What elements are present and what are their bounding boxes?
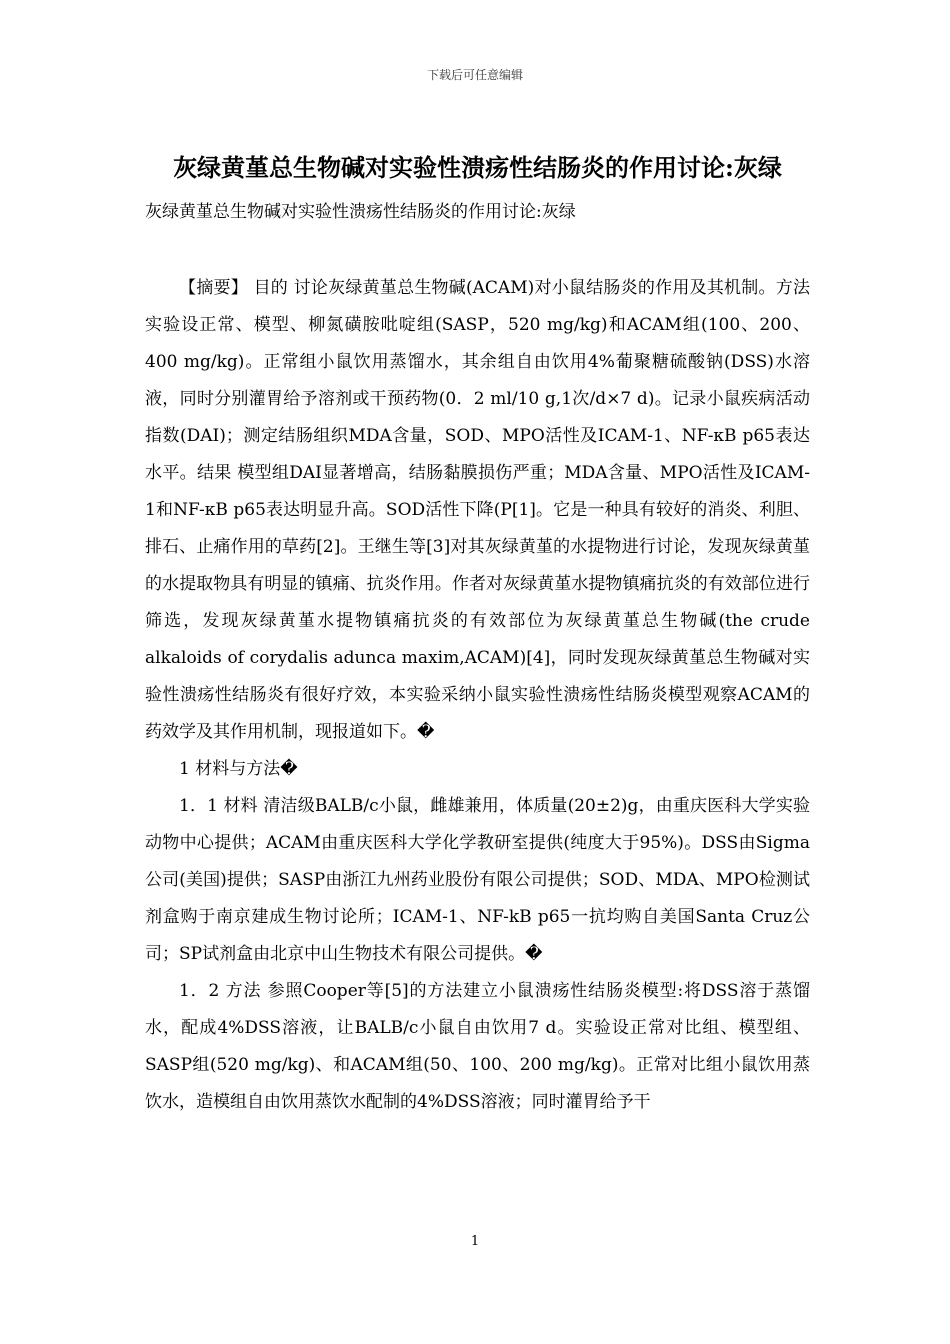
abstract-label: 【摘要】 [179,278,248,298]
section-methods-paragraph: 1．2 方法 参照Cooper等[5]的方法建立小鼠溃疡性结肠炎模型:将DSS溶于蒸馏水，配成4%DSS溶液，让BALB/c小鼠自由饮用7 d。实验设正常对比组、模型组、SASP组(520 mg/kg)、和ACAM组(50、100、200 mg/kg)。正常对比组小鼠饮用蒸饮水，造模组自由饮用蒸饮水配制的4%DSS溶液；同时灌胃给予干 [145,981,810,1112]
document-subtitle: 灰绿黄堇总生物碱对实验性溃疡性结肠炎的作用讨论:灰绿 [145,202,576,222]
document-body [145,270,810,1121]
page-number: 1 [470,1234,480,1249]
abstract-text: 目的 讨论灰绿黄堇总生物碱(ACAM)对小鼠结肠炎的作用及其机制。方法 实验设正常、模型、柳氮磺胺吡啶组(SASP，520 mg/kg)和ACAM组(100、200、400 mg/kg)。正常组小鼠饮用蒸馏水，其余组自由饮用4%葡聚糖硫酸钠(DSS)水溶液，同时分别灌胃给予溶剂或干预药物(0．2 ml/10 g,1次/d×7 d)。记录小鼠疾病活动指数(DAI)；测定结肠组织MDA含量，SOD、MPO活性及ICAM-1、NF-κB p65表达水平。结果 模型组DAI显著增高，结肠黏膜损伤严重；MDA含量、MPO活性及ICAM-1和NF-κB p65表达明显升高。SOD活性下降(P[1]。它是一种具有较好的消炎、利胆、排石、止痛作用的草药[2]。王继生等[3]对其灰绿黄堇的水提物进行讨论，发现灰绿黄堇的水提取物具有明显的镇痛、抗炎作用。作者对灰绿黄堇水提物镇痛抗炎的有效部位进行筛选，发现灰绿黄堇水提物镇痛抗炎的有效部位为灰绿黄堇总生物碱(the crude alkaloids of corydalis adunca maxim,ACAM)[4]，同时发现灰绿黄堇总生物碱对实验性溃疡性结肠炎有很好疗效，本实验采纳小鼠实验性溃疡性结肠炎模型观察ACAM的药效学及其作用机制，现报道如下。� [145,278,810,742]
section-heading-materials-methods: 1 材料与方法� [179,759,298,779]
document-title: 灰绿黄堇总生物碱对实验性溃疡性结肠炎的作用讨论:灰绿 [173,153,782,182]
section-materials-paragraph: 1．1 材料 清洁级BALB/c小鼠，雌雄兼用，体质量(20±2)g，由重庆医科大学实验动物中心提供；ACAM由重庆医科大学化学教研室提供(纯度大于95%)。DSS由Sigma公司(美国)提供；SASP由浙江九州药业股份有限公司提供；SOD、MDA、MPO检测试剂盒购于南京建成生物讨论所；ICAM-1、NF-kB p65一抗均购自美国Santa Cruz公司；SP试剂盒由北京中山生物技术有限公司提供。� [145,796,810,964]
header-note: 下载后可任意编辑 [426,68,523,82]
abstract-paragraph [145,270,810,751]
